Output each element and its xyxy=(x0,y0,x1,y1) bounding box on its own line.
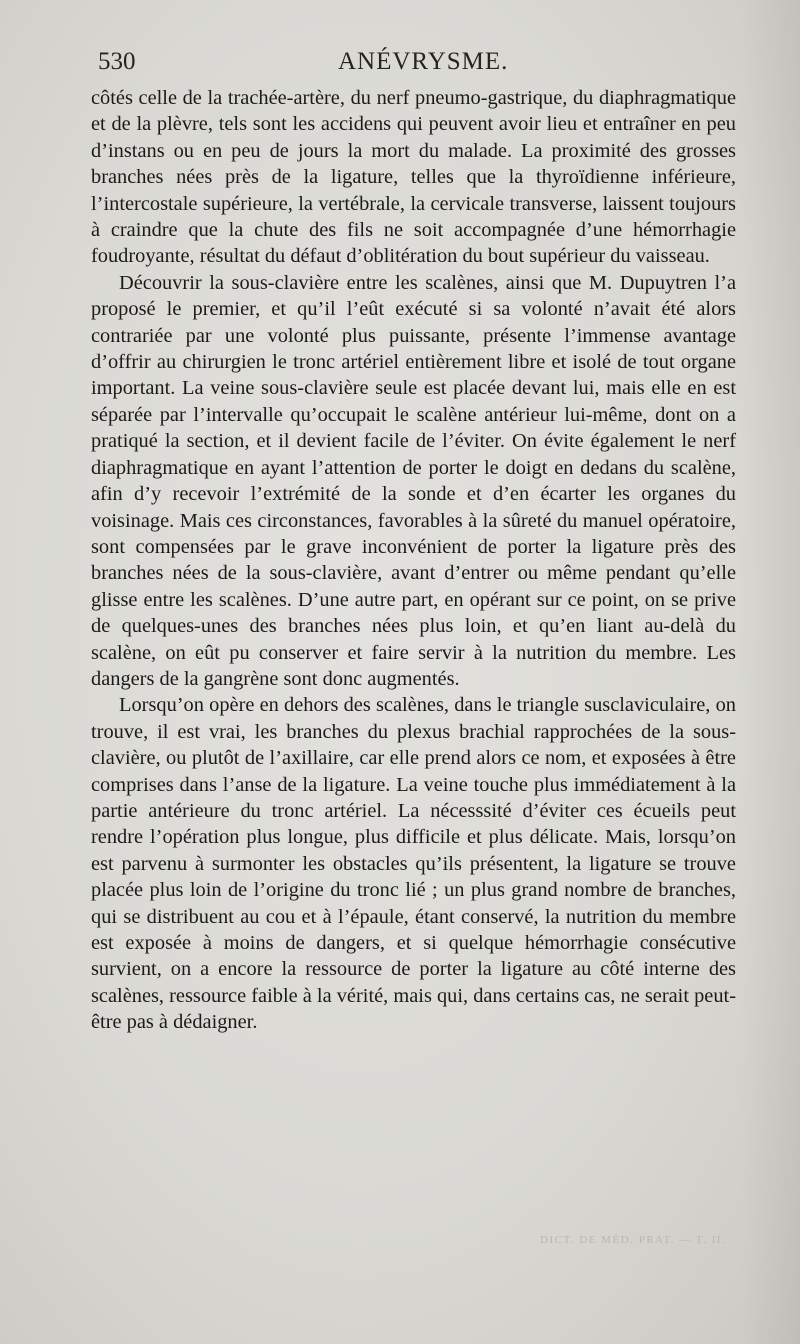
body-text xyxy=(91,85,736,1036)
paragraph-continuation: côtés celle de la trachée-artère, du nerf pneumo-gastrique, du diaphragmatique et de la plèvre, tels sont les accidens qui peuvent avoir lieu et entraîner en peu d’instans ou en peu de jours la mort du malade. La proximité des grosses branches nées près de la ligature, telles que la thyroïdienne inférieure, l’intercostale supérieure, la vertébrale, la cervicale transverse, laissent toujours à craindre que la chute des fils ne soit accompagnée d’une hémorrhagie foudroyante, résultat du défaut d’oblitération du bout supérieur du vaisseau. xyxy=(91,87,736,268)
page-edge-shadow xyxy=(740,0,800,1344)
running-title: ANÉVRYSME. xyxy=(338,48,509,75)
page-number: 530 xyxy=(98,48,136,75)
signature-mark: DICT. DE MÉD. PRAT. — T. II. xyxy=(540,1234,727,1246)
page-header xyxy=(98,48,730,84)
paragraph-scalenes-section: Découvrir la sous-clavière entre les scalènes, ainsi que M. Dupuytren l’a proposé le premier, et qu’il l’eût exécuté si sa volonté n’avait été alors contrariée par une volonté plus puissante, présente l’immense avantage d’offrir au chirurgien le tronc artériel entièrement libre et isolé de tout organe important. La veine sous-clavière seule est placée devant lui, mais elle en est séparée par l’intervalle qu’occupait le scalène antérieur lui-même, dont on a pratiqué la section, et il devient facile de l’éviter. On évite également le nerf diaphragmatique en ayant l’attention de porter le doigt en dedans du scalène, afin d’y recevoir l’extrémité de la sonde et d’en écarter les organes du voisinage. Mais ces circonstances, favorables à la sûreté du manuel opératoire, sont compensées par le grave inconvénient de porter la ligature près des branches nées de la sous-clavière, avant d’entrer ou même pendant qu’elle glisse entre les scalènes. D’une autre part, en opérant sur ce point, on se prive de quelques-unes des branches nées plus loin, et qu’en liant au-delà du scalène, on eût pu conserver et faire servir à la nutrition du membre. Les dangers de la gangrène sont donc augmentés. xyxy=(91,271,736,690)
paragraph-outside-scalenes: Lorsqu’on opère en dehors des scalènes, dans le triangle susclaviculaire, on trouve, il est vrai, les branches du plexus brachial rapprochées de la sous-clavière, ou plutôt de l’axillaire, car elle prend alors ce nom, et exposées à être comprises dans l’anse de la ligature. La veine touche plus immédiatement à la partie antérieure du tronc artériel. La nécesssité d’éviter ces écueils peut rendre l’opération plus longue, plus difficile et plus délicate. Mais, lorsqu’on est parvenu à surmonter les obstacles qu’ils présentent, la ligature se trouve placée plus loin de l’origine du tronc lié ; un plus grand nombre de branches, qui se distribuent au cou et à l’épaule, étant conservé, la nutrition du membre est exposée à moins de dangers, et si quelque hémorrhagie consécutive survient, on a encore la ressource de porter la ligature au côté interne des scalènes, ressource faible à la vérité, mais qui, dans certains cas, ne serait peut-être pas à dédaigner. xyxy=(91,694,736,1034)
